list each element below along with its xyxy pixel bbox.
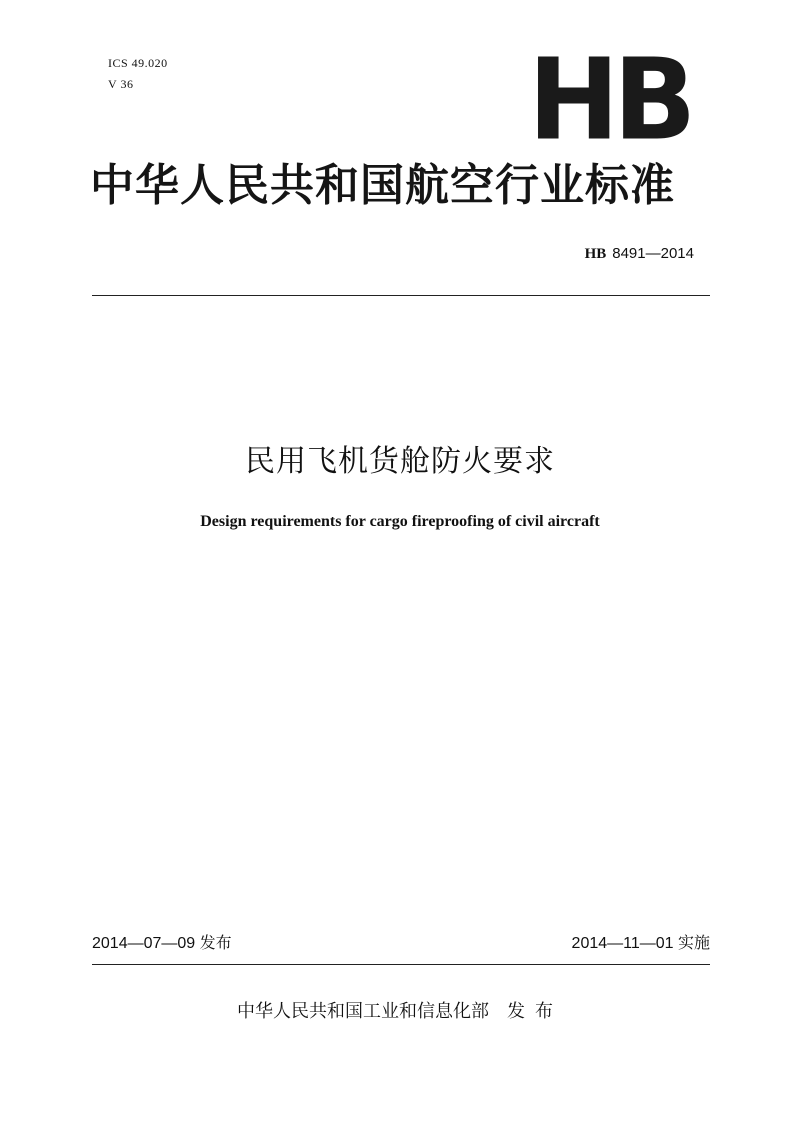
document-title-en: Design requirements for cargo fireproofing of civil aircraft: [200, 513, 600, 530]
standard-title: 中华人民共和国航空行业标准: [90, 160, 675, 211]
document-title-cn: 民用飞机货舱防火要求: [245, 444, 555, 479]
ccs-code: V 36: [108, 77, 134, 91]
ics-code: ICS 49.020: [108, 56, 168, 70]
standard-number-value: 8491—2014: [612, 245, 694, 262]
standard-number-prefix: HB: [584, 246, 607, 262]
issuer-line: [0, 1000, 800, 1024]
effective-date: 2014—11—01 实施: [571, 935, 710, 952]
issue-date: 2014—07—09 发布: [92, 935, 232, 952]
bottom-divider: [92, 964, 710, 965]
issuer-action: 发布: [507, 1001, 563, 1022]
hb-logo: HB: [528, 33, 691, 166]
standard-number: [585, 245, 694, 263]
top-divider: [92, 295, 710, 296]
issuer-name: 中华人民共和国工业和信息化部: [237, 1001, 489, 1022]
